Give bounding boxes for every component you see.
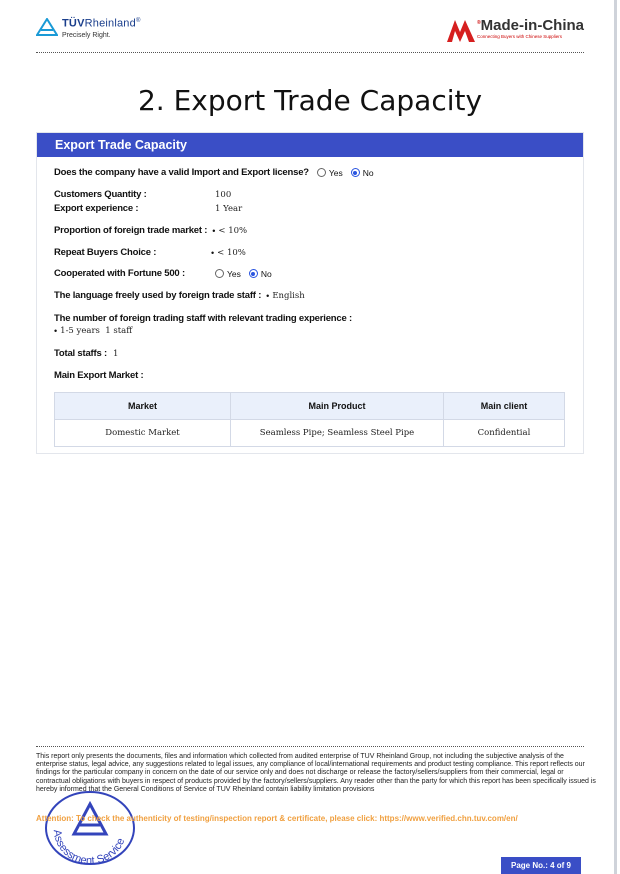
market-table xyxy=(54,392,565,447)
page-number: Page No.: 4 of 9 xyxy=(501,857,581,874)
proportion-row xyxy=(54,225,247,236)
disclaimer-text: This report only presents the documents, files and information which collected from audited enterprise of TUV Rheinland Group, not including the subjective analysis of the enterprise status, legal advice, any suggestions related to legal issues, any compliance of local/international requirements and product testing compliance. This report reflects our findings for the particular company in concern on the date of our service only and does not discharge or release the factory/sellers/suppliers from their commercial, legal or contractual obligations with buyers in respect of products provided by the factory/sellers/suppliers. Any reader other than the party for which this report has been specifically issued is hereby informed that the General Conditions of Service of TUV Rheinland contain liability limitation provisions xyxy=(36,753,596,793)
tuv-brand: TÜVRheinland® xyxy=(62,17,141,30)
repeat-value: < 10% xyxy=(217,247,246,258)
table-cell: Confidential xyxy=(444,420,565,447)
experience-row xyxy=(54,203,242,214)
license-yes-option[interactable]: Yes xyxy=(317,168,343,178)
mic-m-icon xyxy=(447,18,475,42)
bullet-icon: • xyxy=(211,247,215,258)
repeat-label: Repeat Buyers Choice : xyxy=(54,247,157,258)
footer-divider xyxy=(36,746,584,747)
column-header: Market xyxy=(55,393,231,420)
verification-notice[interactable]: Attention: To check the authenticity of testing/inspection report & certificate, please click: https://www.verified.chn.tuv.com/en/ xyxy=(36,814,518,823)
assessment-service-stamp xyxy=(40,790,138,870)
tuv-triangle-icon xyxy=(36,18,58,36)
repeat-row xyxy=(54,247,246,258)
table-row xyxy=(55,420,565,447)
customers-label: Customers Quantity : xyxy=(54,189,147,200)
market-row xyxy=(54,370,143,381)
page-header xyxy=(36,14,584,53)
bullet-icon: • xyxy=(266,290,270,301)
staff-exp-value: 1-5 years 1 staff xyxy=(60,326,133,336)
tuv-logo xyxy=(36,18,141,39)
fortune-row xyxy=(54,268,280,279)
fortune-yes-option[interactable]: Yes xyxy=(215,269,241,279)
fortune-no-option[interactable]: No xyxy=(249,269,272,279)
column-header: Main Product xyxy=(231,393,444,420)
staff-exp-row xyxy=(54,313,352,324)
license-no-option[interactable]: No xyxy=(351,168,374,178)
experience-value: 1 Year xyxy=(215,203,243,214)
language-value: English xyxy=(272,290,305,301)
column-header: Main client xyxy=(444,393,565,420)
export-trade-panel xyxy=(36,132,584,454)
radio-unselected-icon xyxy=(317,168,326,177)
bullet-icon: • xyxy=(54,326,58,336)
mic-tagline: Connecting Buyers with Chinese Suppliers xyxy=(476,34,563,39)
radio-selected-icon xyxy=(351,168,360,177)
mic-brand: ®Made-in-China xyxy=(476,17,584,34)
table-cell: Domestic Market xyxy=(55,420,231,447)
radio-unselected-icon xyxy=(215,269,224,278)
total-staff-label: Total staffs : xyxy=(54,348,107,359)
language-label: The language freely used by foreign trade staff : xyxy=(54,290,262,301)
radio-selected-icon xyxy=(249,269,258,278)
staff-exp-value-row xyxy=(54,326,132,336)
license-question: Does the company have a valid Import and Export license? xyxy=(54,167,309,178)
license-row xyxy=(54,167,382,178)
page-title: 2. Export Trade Capacity xyxy=(137,84,483,117)
proportion-value: < 10% xyxy=(218,225,248,236)
panel-heading: Export Trade Capacity xyxy=(37,133,583,157)
bullet-icon: • xyxy=(212,225,216,236)
customers-value: 100 xyxy=(215,189,232,200)
total-staff-value: 1 xyxy=(112,348,119,359)
made-in-china-logo xyxy=(447,18,584,42)
total-staff-row xyxy=(54,348,118,359)
fortune-label: Cooperated with Fortune 500 : xyxy=(54,268,185,279)
experience-label: Export experience : xyxy=(54,203,139,214)
customers-row xyxy=(54,189,231,200)
staff-exp-label: The number of foreign trading staff with relevant trading experience : xyxy=(54,313,352,324)
tuv-tagline: Precisely Right. xyxy=(62,31,111,39)
main-export-market-label: Main Export Market : xyxy=(54,370,144,381)
proportion-label: Proportion of foreign trade market : xyxy=(54,225,208,236)
table-cell: Seamless Pipe; Seamless Steel Pipe xyxy=(231,420,444,447)
table-header-row xyxy=(55,393,565,420)
language-row xyxy=(54,290,305,301)
stamp-text: Assessment Service xyxy=(50,828,128,868)
